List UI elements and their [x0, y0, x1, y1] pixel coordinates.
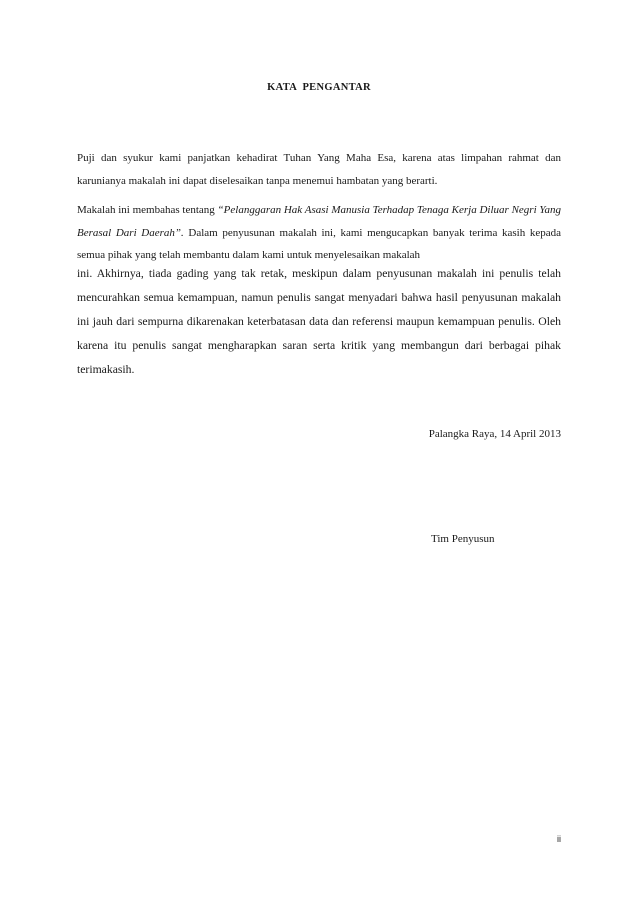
- paper-topic-title: “Pelanggaran Hak Asasi Manusia Terhadap Tenaga Kerja Diluar Negri Yang Berasal Dari Daerah”.: [77, 204, 562, 239]
- paragraph-topic: [77, 199, 561, 267]
- paragraph-topic-rest: Dalam penyusunan makalah ini, kami mengucapkan banyak terima kasih kepada semua pihak yang telah membantu dalam kami untuk menyelesaikan makalah: [77, 226, 561, 261]
- page-title: KATA PENGANTAR: [267, 82, 371, 93]
- paragraph-gratitude: Puji dan syukur kami panjatkan kehadirat Tuhan Yang Maha Esa, karena atas limpahan rahmat dan karunianya makalah ini dapat diselesaikan tanpa menemui hambatan yang berarti.: [77, 152, 561, 187]
- signer: Tim Penyusun: [431, 533, 495, 545]
- place-and-date: Palangka Raya, 14 April 2013: [428, 428, 561, 440]
- page-number: ii: [557, 834, 561, 844]
- paragraph-closing: ini. Akhirnya, tiada gading yang tak retak, meskipun dalam penyusunan makalah ini penulis telah mencurahkan semua kemampuan, namun penulis sangat menyadari bahwa hasil penyusunan makalah ini jauh dari sempurna dikarenakan keterbatasan data dan referensi maupun kemampuan penulis. Oleh karena itu penulis sangat mengharapkan saran serta kritik yang membangun dari berbagai pihak terimakasih.: [77, 267, 561, 376]
- paragraph-topic-intro: Makalah ini membahas tentang: [77, 204, 218, 216]
